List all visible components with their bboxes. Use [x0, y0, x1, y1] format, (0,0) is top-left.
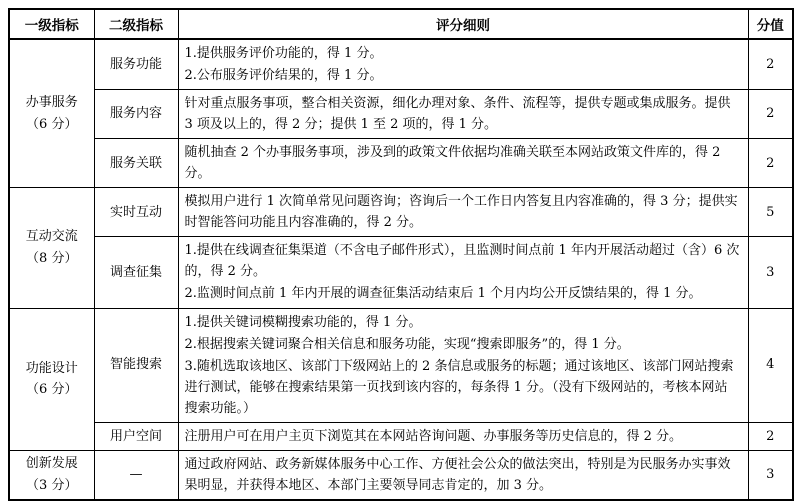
subindicator-cell: 服务关联: [94, 139, 178, 188]
table-row: [9, 237, 793, 308]
rule-line: 1.提供关键词模糊搜索功能的，得 1 分。: [184, 314, 422, 330]
table-row: [9, 188, 793, 237]
rules-cell: [178, 237, 748, 308]
group-name: 创新发展: [25, 456, 78, 472]
group-cell-interaction: [9, 188, 94, 308]
group-name: 功能设计: [25, 360, 78, 376]
rules-cell: [178, 188, 748, 237]
group-name: 互动交流: [25, 229, 78, 245]
rule-line: 1.提供服务评价功能的，得 1 分。: [184, 46, 383, 61]
table-row: [9, 450, 793, 500]
group-name: 办事服务: [25, 95, 78, 111]
group-cell-innovation: [9, 450, 94, 500]
group-cell-function-design: [9, 308, 94, 450]
group-score-label: （6 分）: [26, 116, 78, 132]
table-row: [9, 139, 793, 188]
group-score-label: （8 分）: [26, 250, 78, 266]
rule-line: 2.公布服务评价结果的，得 1 分。: [184, 68, 383, 84]
rules-cell: [178, 308, 748, 422]
subindicator-cell: 调查征集: [94, 237, 178, 308]
rules-cell: [178, 139, 748, 188]
rule-line: 针对重点服务事项，整合相关资源，细化办理对象、条件、流程等，提供专题或集成服务。提供 3 项及以上的，得 2 分；提供 1 至 2 项的，得 1 分。: [184, 96, 731, 133]
subindicator-cell: 服务功能: [94, 39, 178, 90]
score-cell: 5: [748, 188, 793, 237]
rules-cell: [178, 39, 748, 90]
rule-line: 2.根据搜索关键词聚合相关信息和服务功能，实现“搜索即服务”的，得 1 分。: [184, 336, 630, 352]
group-score-label: （6 分）: [26, 382, 78, 398]
score-rules-table: [8, 8, 794, 501]
rule-line: 2.监测时间点前 1 年内开展的调查征集活动结束后 1 个月内均公开反馈结果的，得 1 分。: [184, 286, 702, 302]
score-cell: 3: [748, 237, 793, 308]
rules-cell: [178, 422, 748, 450]
table-row: [9, 39, 793, 90]
subindicator-cell: 智能搜索: [94, 308, 178, 422]
rule-line: 3.随机选取该地区、该部门下级网站上的 2 条信息或服务的标题；通过该地区、该部门网站搜索进行测试，能够在搜索结果第一页找到该内容的，每条得 1 分。（没有下级网站的，考核本网站搜索功能。）: [184, 358, 734, 416]
score-cell: 2: [748, 139, 793, 188]
group-score-label: （3 分）: [26, 477, 78, 493]
rule-line: 模拟用户进行 1 次简单常见问题咨询；咨询后一个工作日内答复且内容准确的，得 3 分；提供实时智能答问功能且内容准确的，得 2 分。: [184, 194, 738, 231]
score-cell: 3: [748, 450, 793, 500]
header-scoring-rules: 评分细则: [178, 9, 748, 39]
score-cell: 2: [748, 39, 793, 90]
header-score-value: 分值: [748, 9, 793, 39]
subindicator-cell: 实时互动: [94, 188, 178, 237]
header-level1-indicator: 一级指标: [9, 9, 94, 39]
table-row: [9, 422, 793, 450]
rule-line: 注册用户可在用户主页下浏览其在本网站咨询问题、办事服务等历史信息的，得 2 分。: [184, 428, 683, 444]
rules-cell: [178, 90, 748, 139]
score-cell: 2: [748, 90, 793, 139]
rules-cell: [178, 450, 748, 500]
subindicator-cell: —: [94, 450, 178, 500]
rule-line: 1.提供在线调查征集渠道（不含电子邮件形式），且监测时间点前 1 年内开展活动超过（含）6 次的，得 2 分。: [184, 243, 740, 280]
score-cell: 4: [748, 308, 793, 422]
subindicator-cell: 服务内容: [94, 90, 178, 139]
table-row: [9, 308, 793, 422]
score-cell: 2: [748, 422, 793, 450]
subindicator-cell: 用户空间: [94, 422, 178, 450]
header-level2-indicator: 二级指标: [94, 9, 178, 39]
table-row: [9, 90, 793, 139]
group-cell-service-handling: [9, 39, 94, 188]
rule-line: 通过政府网站、政务新媒体服务中心工作、方便社会公众的做法突出，特别是为民服务办实事效果明显，并获得本地区、本部门主要领导同志肯定的，加 3 分。: [184, 456, 731, 493]
rule-line: 随机抽查 2 个办事服务事项，涉及到的政策文件依据均准确关联至本网站政策文件库的，得 2 分。: [184, 145, 721, 182]
table-header-row: [9, 9, 793, 39]
